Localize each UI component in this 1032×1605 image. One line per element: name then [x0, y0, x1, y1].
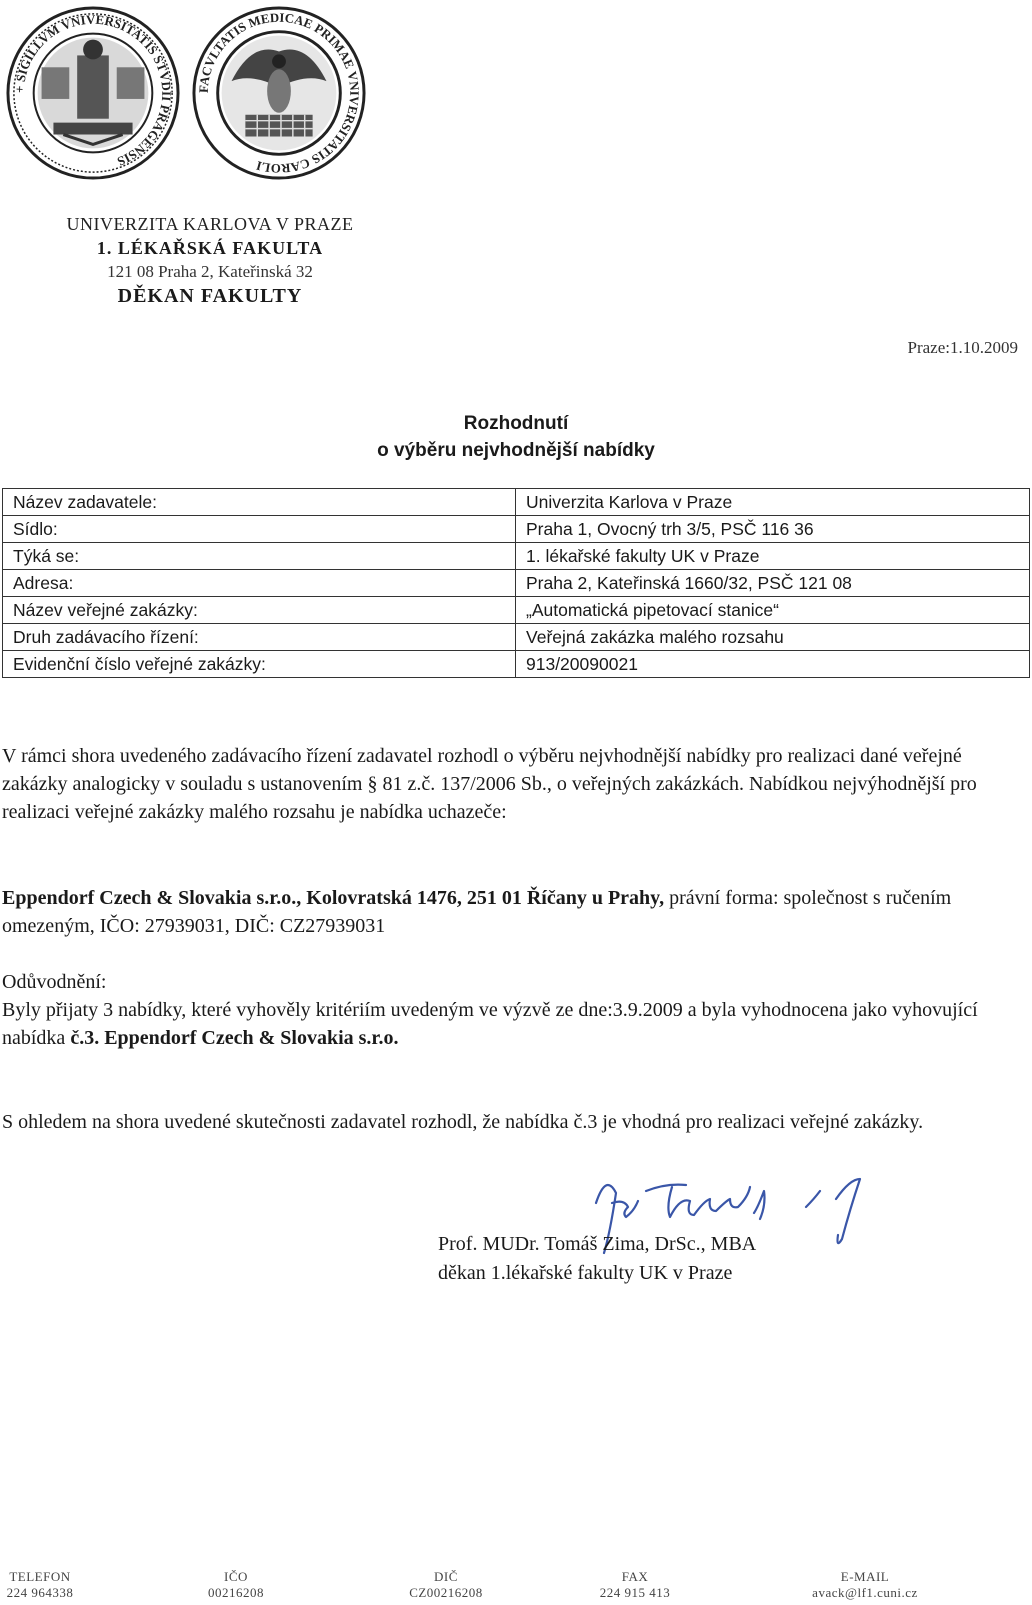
faculty-seal-logo — [190, 4, 368, 182]
footer-dic — [396, 1569, 496, 1601]
footer-label: TELEFON — [9, 1569, 71, 1584]
table-row — [3, 624, 1030, 651]
title-line-2: o výběru nejvhodnější nabídky — [377, 440, 655, 461]
document-date: Praze:1.10.2009 — [907, 338, 1018, 357]
table-row — [3, 543, 1030, 570]
table-value: Univerzita Karlova v Praze — [516, 489, 1030, 516]
footer-value: CZ00216208 — [409, 1585, 483, 1600]
table-row — [3, 516, 1030, 543]
letter-footer — [0, 1569, 1032, 1605]
signatory-block — [438, 1230, 756, 1288]
footer-value: 00216208 — [208, 1585, 264, 1600]
table-label: Adresa: — [3, 570, 516, 597]
footer-label: DIČ — [434, 1569, 458, 1584]
title-line-1: Rozhodnutí — [463, 413, 569, 434]
footer-label: E-MAIL — [840, 1569, 890, 1584]
table-label: Evidenční číslo veřejné zakázky: — [3, 651, 516, 678]
intro-paragraph: V rámci shora uvedeného zadávacího řízení zadavatel rozhodl o výběru nejvhodnější nabídky pro realizaci dané veřejné zakázky analogicky v souladu s ustanovením § 81 z.č. 137/2006 Sb., o veřejných zakázkách. Nabídkou nejvýhodnější pro realizaci veřejné zakázky malého rozsahu je nabídka uchazeče: — [2, 745, 977, 823]
table-label: Název zadavatele: — [3, 489, 516, 516]
table-value: 913/20090021 — [516, 651, 1030, 678]
footer-value: 224 915 413 — [599, 1585, 671, 1600]
svg-text:+ SIGILLVM VNIVERSITATIS STVDI: + SIGILLVM VNIVERSITATIS STVDII PRAGENSIS — [12, 12, 174, 169]
table-value: Veřejná zakázka malého rozsahu — [516, 624, 1030, 651]
table-label: Týká se: — [3, 543, 516, 570]
table-row — [3, 570, 1030, 597]
footer-email — [790, 1569, 940, 1601]
table-label: Sídlo: — [3, 516, 516, 543]
signatory-role: děkan 1.lékařské fakulty UK v Praze — [438, 1262, 733, 1284]
table-value: „Automatická pipetovací stanice“ — [516, 597, 1030, 624]
footer-label: FAX — [621, 1569, 649, 1584]
table-label: Název veřejné zakázky: — [3, 597, 516, 624]
footer-fax — [580, 1569, 690, 1601]
reason-paragraph — [2, 996, 1022, 1052]
table-value: 1. lékařské fakulty UK v Praze — [516, 543, 1030, 570]
footer-value: 224 964338 — [6, 1585, 74, 1600]
table-value: Praha 2, Kateřinská 1660/32, PSČ 121 08 — [516, 570, 1030, 597]
table-row — [3, 489, 1030, 516]
reason-text: Byly přijaty 3 nabídky, které vyhověly kritériím uvedeným ve výzvě ze dne:3.9.2009 a byla vyhodnocena jako vyhovující nabídka — [2, 999, 978, 1049]
winner-name: Eppendorf Czech & Slovakia s.r.o., Kolovratská 1476, 251 01 Říčany u Prahy, — [2, 887, 665, 909]
table-label: Druh zadávacího řízení: — [3, 624, 516, 651]
letterhead-university: UNIVERZITA KARLOVA V PRAZE — [66, 214, 354, 234]
letterhead-address: 121 08 Praha 2, Kateřinská 32 — [107, 262, 313, 281]
university-seal-logo — [4, 4, 182, 182]
tender-info-table — [2, 488, 1030, 678]
footer-label: IČO — [224, 1569, 248, 1584]
document-title — [0, 410, 1032, 464]
letterhead — [0, 212, 420, 308]
letterhead-dean: DĚKAN FAKULTY — [117, 285, 303, 307]
winner-details: právní forma: společnost s ručením omezeným, IČO: 27939031, DIČ: CZ27939031 — [2, 887, 952, 937]
conclusion-paragraph: S ohledem na shora uvedené skutečnosti zadavatel rozhodl, že nabídka č.3 je vhodná pro realizaci veřejné zakázky. — [2, 1111, 924, 1133]
table-row — [3, 597, 1030, 624]
reason-winner: č.3. Eppendorf Czech & Slovakia s.r.o. — [70, 1027, 399, 1049]
signatory-name: Prof. MUDr. Tomáš Zima, DrSc., MBA — [438, 1233, 757, 1255]
letterhead-faculty: 1. LÉKAŘSKÁ FAKULTA — [96, 238, 324, 258]
table-value: Praha 1, Ovocný trh 3/5, PSČ 116 36 — [516, 516, 1030, 543]
reason-heading: Odůvodnění: — [2, 971, 107, 993]
svg-text:FACVLTATIS MEDICAE PRIMAE VNIV: FACVLTATIS MEDICAE PRIMAE VNIVERSITATIS CAROLI — [196, 10, 362, 176]
footer-ico — [196, 1569, 276, 1601]
footer-value: avack@lf1.cuni.cz — [812, 1585, 918, 1600]
table-row — [3, 651, 1030, 678]
winner-paragraph — [2, 884, 1022, 940]
footer-phone — [0, 1569, 80, 1601]
